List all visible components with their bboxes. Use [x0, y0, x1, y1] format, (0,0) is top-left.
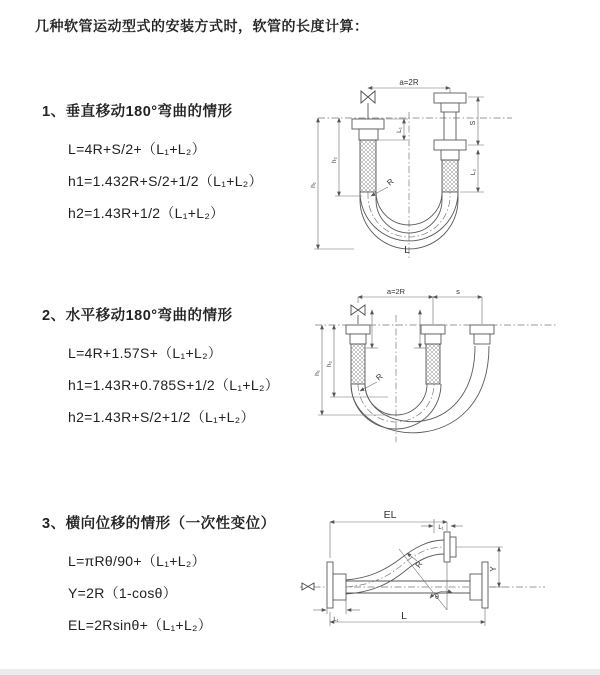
- section-horizontal-movement: [42, 304, 279, 433]
- hose-u-bend-displaced: [351, 346, 489, 433]
- radius-label: R: [413, 559, 425, 570]
- length-label: L: [404, 245, 410, 256]
- dim-label-h2: h₂: [326, 360, 333, 368]
- dim-label-h1: h₁: [314, 370, 321, 376]
- section-heading: 3、横向位移的情形（一次性变位）: [42, 516, 276, 532]
- datum-mark-icon: [302, 583, 314, 590]
- flange-fitting-right: [434, 88, 466, 192]
- dim-label-a2r: a=2R: [399, 78, 419, 87]
- dimension-h1: [310, 118, 354, 249]
- straight-pipe-original: [346, 562, 488, 608]
- theta-label: θ: [435, 594, 439, 601]
- braided-hose-section: [360, 140, 376, 192]
- valve-icon: [351, 305, 365, 324]
- page-bottom-edge: [0, 669, 600, 675]
- dim-label-l: L: [401, 610, 407, 622]
- formula-line: h2=1.43R+S/2+1/2（L₁+L₂）: [68, 409, 255, 425]
- flange-fitting-left: [327, 562, 346, 608]
- flange-fitting-middle: [421, 325, 445, 384]
- braided-hose-section: [351, 344, 365, 384]
- dimension-s: [433, 287, 482, 297]
- dimension-l: [330, 608, 485, 626]
- braided-hose-section: [442, 160, 458, 192]
- dim-label-y: Y: [489, 566, 498, 572]
- dimension-l1-bottom: [313, 600, 360, 623]
- dimension-a2r: [368, 78, 450, 88]
- dimension-l1-top: [421, 519, 463, 533]
- formula-list: [68, 337, 279, 433]
- section-heading: 2、水平移动180°弯曲的情形: [42, 308, 233, 324]
- dim-label-l1: L₁: [438, 525, 444, 531]
- dimension-l2: [460, 150, 484, 192]
- dimension-el: [330, 509, 447, 558]
- formula-line: L=4R+S/2+（L₁+L₂）: [68, 141, 206, 157]
- formula-line: EL=2Rsinθ+（L₁+L₂）: [68, 617, 213, 633]
- flange-fitting-left: [352, 119, 384, 192]
- formula-line: h1=1.43R+0.785S+1/2（L₁+L₂）: [68, 377, 279, 393]
- formula-line: h2=1.43R+1/2（L₁+L₂）: [68, 205, 225, 221]
- dim-label-s: s: [456, 287, 460, 296]
- diagram-vertical-180-bend: [312, 70, 600, 265]
- dim-label-l1: L₁: [396, 127, 403, 133]
- dim-label-el: EL: [383, 509, 397, 521]
- radius-label: R: [385, 176, 396, 188]
- dim-label-s: S: [470, 120, 477, 126]
- radius-label: R: [374, 371, 385, 383]
- formula-list: [68, 545, 276, 641]
- formula-line: h1=1.432R+S/2+1/2（L₁+L₂）: [68, 173, 263, 189]
- formula-line: Y=2R（1-cosθ）: [68, 585, 178, 601]
- formula-line: L=πRθ/90+（L₁+L₂）: [68, 553, 206, 569]
- diagram-horizontal-180-bend: [310, 283, 600, 473]
- dim-label-l2: L₂: [470, 168, 477, 176]
- flange-fitting-right: [470, 325, 494, 344]
- page-title: 几种软管运动型式的安装方式时，软管的长度计算：: [35, 18, 369, 34]
- braided-hose-section: [426, 344, 440, 384]
- section-lateral-displacement: [42, 512, 276, 641]
- dim-label-l1: L₁: [333, 617, 339, 623]
- valve-icon: [361, 91, 375, 119]
- diagram-lateral-displacement: [298, 500, 600, 655]
- formula-line: L=4R+1.57S+（L₁+L₂）: [68, 345, 223, 361]
- dim-label-h1: h₁: [310, 182, 317, 188]
- dimension-s: [468, 97, 484, 145]
- flange-fitting-left: [346, 325, 370, 384]
- flange-fitting-upper: [444, 532, 456, 562]
- s-curve-hose-displaced: [346, 540, 444, 594]
- section-heading: 1、垂直移动180°弯曲的情形: [42, 104, 233, 120]
- dim-label-h2: h₂: [331, 156, 338, 164]
- section-vertical-movement: [42, 100, 263, 229]
- dimension-h2: [331, 118, 362, 196]
- dim-label-a2r: a=2R: [386, 287, 406, 296]
- formula-list: [68, 133, 263, 229]
- centerlines: [318, 112, 512, 258]
